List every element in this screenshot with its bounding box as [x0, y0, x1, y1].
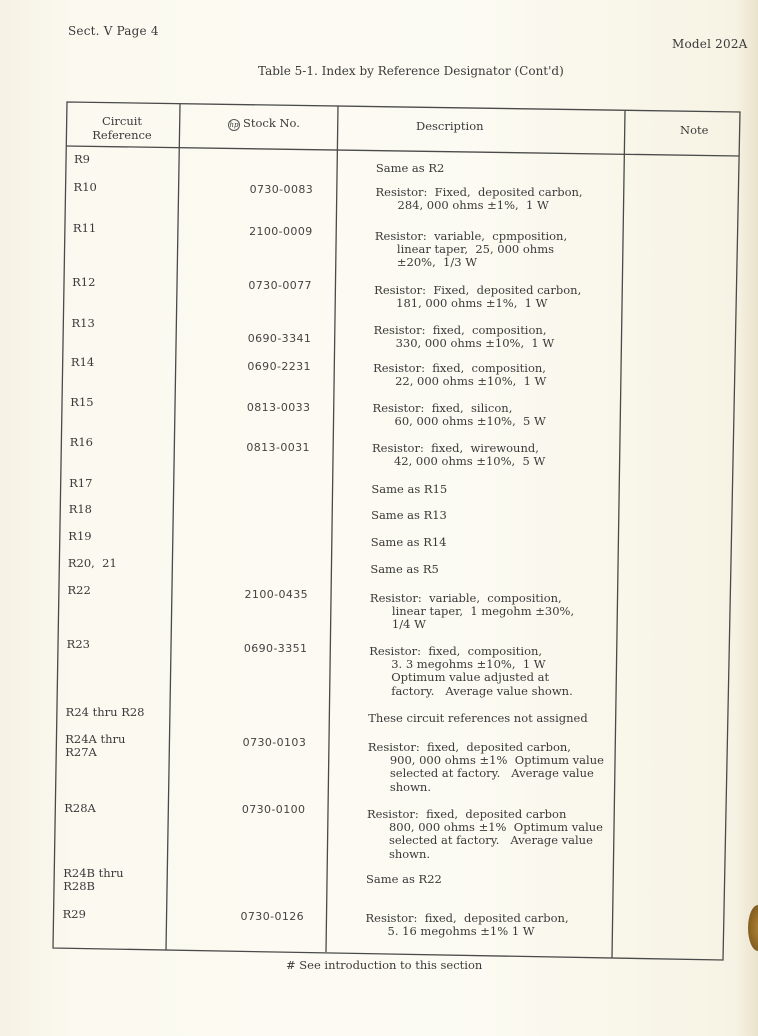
- reference-line: R19: [68, 529, 92, 543]
- description-cell: [373, 362, 546, 388]
- hp-logo-icon: hp: [229, 121, 239, 129]
- description-line: 900, 000 ohms ±1% Optimum value: [389, 753, 604, 768]
- description-cell: [374, 284, 581, 310]
- description-line: These circuit references not assigned: [368, 711, 588, 725]
- description-line: Resistor: variable, cpmposition,: [374, 229, 568, 243]
- reference-line: R28A: [64, 801, 96, 815]
- reference-line: R9: [73, 152, 90, 166]
- circuit-reference-cell: [74, 153, 90, 166]
- description-line: 5. 16 megohms ±1% 1 W: [387, 924, 535, 939]
- description-cell: [371, 509, 447, 522]
- description-line: Resistor: fixed, composition,: [373, 323, 547, 337]
- description-cell: [371, 483, 447, 496]
- reference-line: R13: [71, 316, 95, 330]
- description-cell: [366, 873, 442, 886]
- description-line: Resistor: fixed, silicon,: [372, 401, 513, 415]
- circuit-reference-cell: [66, 706, 145, 719]
- stock-number-cell: 0730-0077: [248, 279, 312, 292]
- circuit-reference-cell: [67, 584, 90, 597]
- stock-number-cell: 2100-0009: [249, 225, 313, 238]
- description-line: 22, 000 ohms ±10%, 1 W: [395, 374, 547, 389]
- description-line: shown.: [388, 846, 431, 861]
- reference-line: R22: [67, 583, 91, 597]
- description-line: 3. 3 megohms ±10%, 1 W: [391, 657, 546, 672]
- reference-line: R20, 21: [67, 556, 117, 570]
- description-cell: [370, 592, 574, 632]
- description-cell: [369, 645, 573, 698]
- reference-line: R16: [69, 435, 93, 449]
- description-cell: [367, 808, 603, 861]
- circuit-reference-cell: [69, 477, 92, 490]
- description-line: Same as R14: [370, 535, 447, 549]
- header-line: Reference: [92, 127, 152, 142]
- section-page-label: Sect. V Page 4: [68, 24, 159, 38]
- header-label: Stock No.: [243, 116, 300, 130]
- stock-number-cell: 2100-0435: [244, 588, 309, 601]
- description-line: 800, 000 ohms ±1% Optimum value: [388, 820, 603, 835]
- circuit-reference-cell: [71, 356, 94, 369]
- stock-number-cell: 0813-0033: [246, 401, 311, 414]
- stock-number-cell: 0730-0100: [241, 803, 306, 816]
- description-cell: [373, 402, 546, 428]
- description-cell: [368, 712, 587, 725]
- circuit-reference-cell: [74, 181, 97, 194]
- description-line: Resistor: Fixed, deposited carbon,: [374, 283, 582, 297]
- description-line: 1/4 W: [391, 617, 426, 632]
- reference-line: R10: [73, 180, 97, 194]
- description-line: Resistor: fixed, deposited carbon,: [367, 740, 571, 754]
- stock-number-cell: 0730-0103: [242, 736, 307, 749]
- description-line: Resistor: fixed, composition,: [369, 644, 543, 658]
- circuit-reference-cell: [70, 436, 93, 449]
- description-line: Same as R13: [371, 508, 447, 522]
- description-line: Optimum value adjusted at: [391, 670, 550, 685]
- description-cell: [376, 162, 445, 175]
- column-header-stock-no: [228, 117, 300, 131]
- description-cell: [375, 230, 567, 270]
- description-line: Resistor: fixed, deposited carbon,: [365, 911, 569, 925]
- description-line: 284, 000 ohms ±1%, 1 W: [397, 198, 549, 213]
- reference-line: R12: [72, 275, 96, 289]
- reference-line: R24A thru: [65, 732, 126, 746]
- description-line: shown.: [389, 779, 431, 794]
- column-header-circuit-reference: [72, 115, 172, 142]
- description-line: Resistor: fixed, wirewound,: [371, 441, 539, 455]
- circuit-reference-cell: [63, 908, 86, 921]
- circuit-reference-cell: [71, 317, 94, 330]
- description-cell: [370, 563, 439, 576]
- circuit-reference-cell: [63, 867, 123, 893]
- circuit-reference-cell: [68, 557, 117, 570]
- description-line: Same as R5: [370, 562, 439, 576]
- description-line: Resistor: variable, composition,: [369, 591, 562, 605]
- circuit-reference-cell: [73, 222, 96, 235]
- description-cell: [376, 186, 583, 212]
- reference-line: R27A: [65, 745, 97, 760]
- circuit-reference-cell: [70, 396, 93, 409]
- description-line: linear taper, 25, 000 ohms: [396, 242, 554, 257]
- stock-number-cell: 0813-0031: [246, 441, 310, 454]
- description-line: 60, 000 ohms ±10%, 5 W: [394, 414, 546, 429]
- description-cell: [368, 741, 604, 794]
- description-line: Resistor: fixed, composition,: [373, 361, 546, 375]
- circuit-reference-cell: [67, 638, 90, 651]
- description-line: selected at factory. Average value: [388, 833, 593, 848]
- header-line: Circuit: [101, 114, 143, 128]
- stock-number-cell: 0690-2231: [247, 360, 311, 373]
- description-line: Same as R15: [371, 482, 448, 496]
- description-line: Same as R22: [366, 872, 442, 886]
- description-line: Resistor: fixed, deposited carbon: [366, 807, 567, 821]
- description-line: ±20%, 1/3 W: [396, 255, 478, 270]
- reference-line: R28B: [63, 879, 95, 894]
- circuit-reference-cell: [72, 276, 95, 289]
- description-line: Resistor: Fixed, deposited carbon,: [375, 185, 583, 199]
- reference-line: R29: [62, 907, 86, 921]
- footnote: # See introduction to this section: [286, 958, 483, 972]
- description-line: 181, 000 ohms ±1%, 1 W: [396, 296, 548, 311]
- stock-number-cell: 0690-3341: [247, 332, 312, 345]
- description-cell: [374, 324, 555, 350]
- description-cell: [371, 536, 447, 549]
- reference-line: R11: [72, 221, 97, 235]
- reference-line: R23: [66, 637, 90, 651]
- column-header-description: Description: [416, 119, 484, 133]
- circuit-reference-cell: [65, 733, 125, 759]
- stock-number-cell: 0730-0083: [249, 183, 314, 196]
- table-title: Table 5-1. Index by Reference Designator (Cont'd): [258, 64, 564, 78]
- reference-line: R18: [68, 502, 92, 516]
- reference-line: R17: [69, 476, 93, 490]
- circuit-reference-cell: [68, 530, 91, 543]
- description-line: 330, 000 ohms ±10%, 1 W: [395, 336, 555, 351]
- reference-line: R24B thru: [63, 866, 124, 880]
- reference-line: R24 thru R28: [65, 705, 145, 719]
- description-line: factory. Average value shown.: [391, 683, 573, 698]
- stock-number-cell: 0690-3351: [243, 642, 308, 655]
- description-line: linear taper, 1 megohm ±30%,: [391, 604, 575, 619]
- reference-line: R15: [70, 395, 94, 409]
- column-header-note: Note: [680, 123, 709, 137]
- description-line: 42, 000 ohms ±10%, 5 W: [393, 454, 546, 469]
- description-line: Same as R2: [375, 161, 445, 175]
- circuit-reference-cell: [64, 802, 96, 815]
- model-label: Model 202A: [672, 37, 748, 51]
- stock-number-cell: 0730-0126: [240, 910, 305, 923]
- reference-line: R14: [70, 355, 95, 369]
- description-cell: [372, 442, 545, 468]
- description-line: selected at factory. Average value: [389, 766, 594, 781]
- description-cell: [366, 912, 569, 938]
- circuit-reference-cell: [69, 503, 92, 516]
